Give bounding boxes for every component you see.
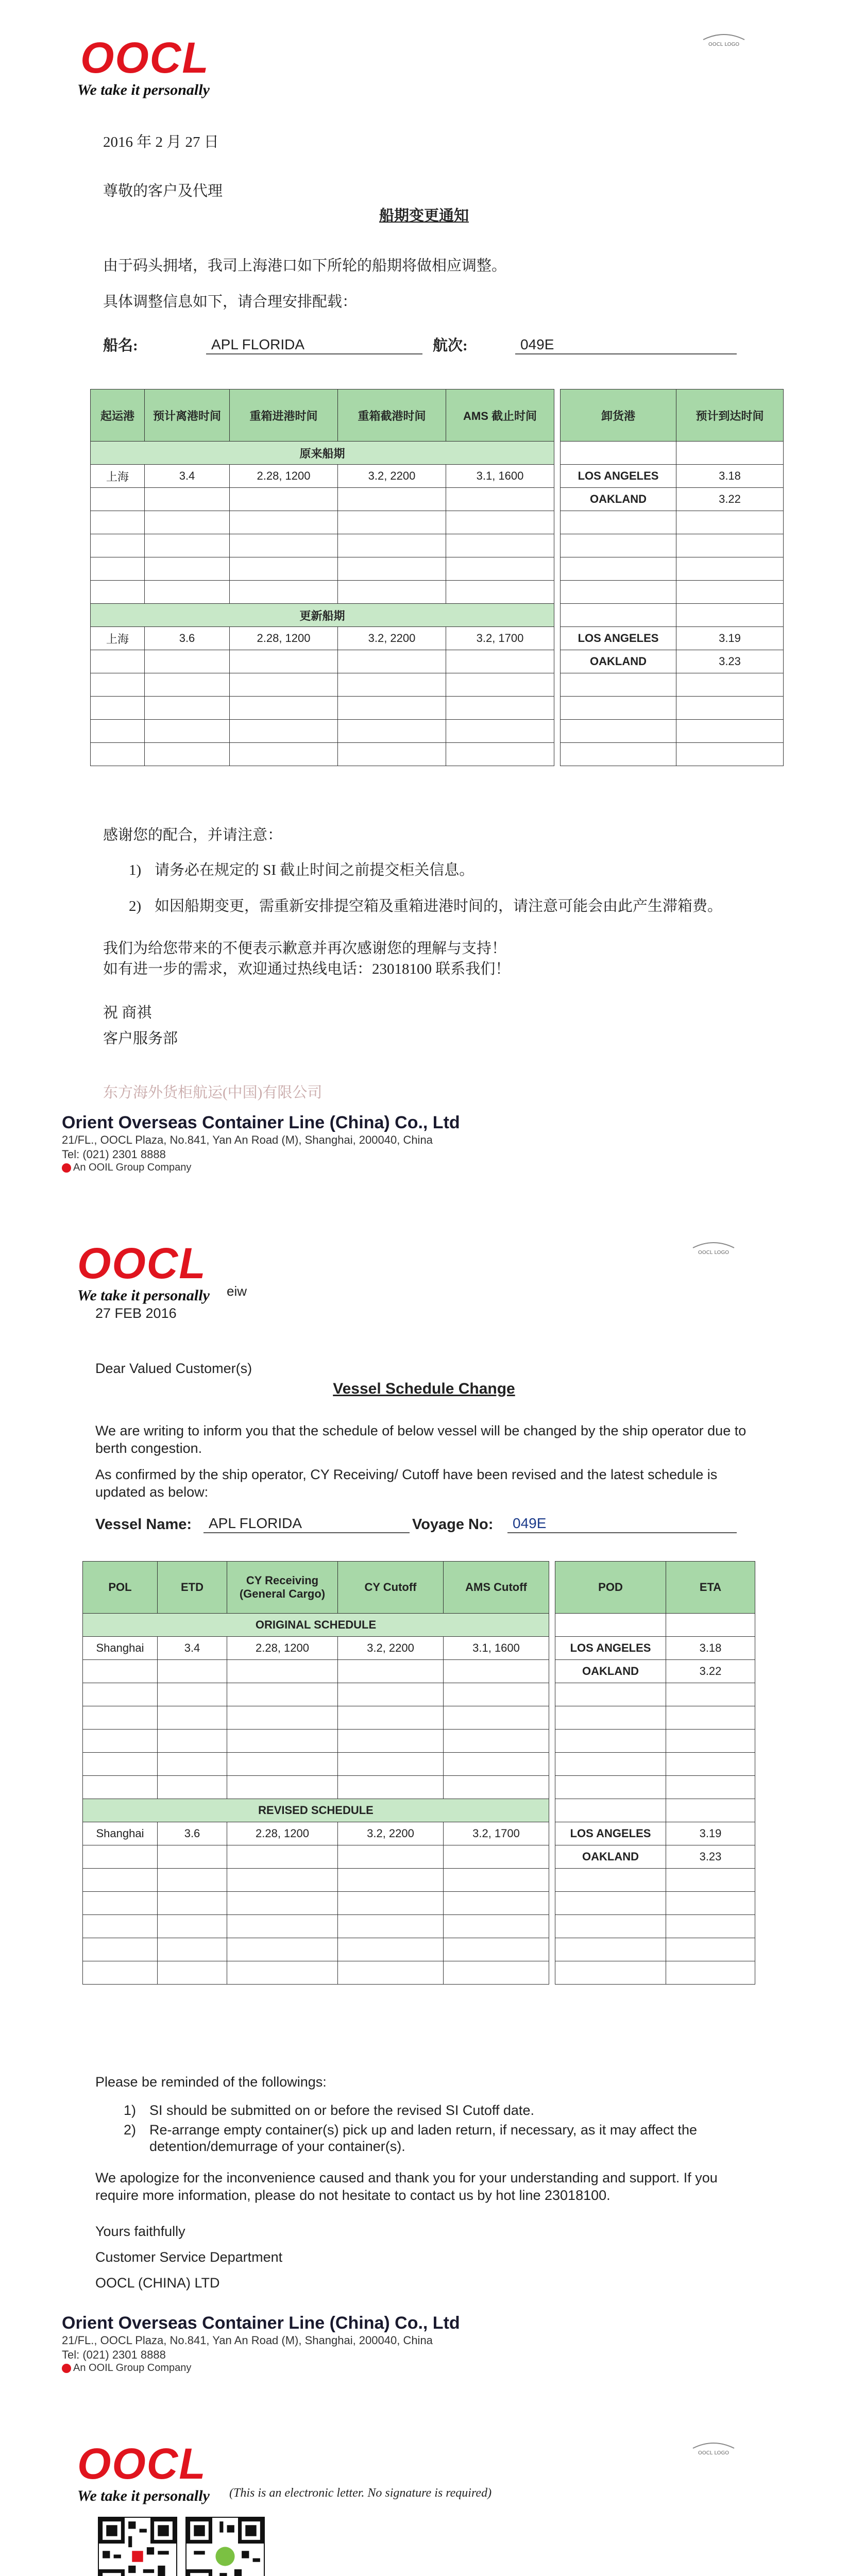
cell: 3.1, 1600 [444, 1637, 549, 1660]
cell: 上海 [91, 627, 145, 650]
cn-seal: 东方海外货柜航运(中国)有限公司 [103, 1084, 323, 1101]
cell: 3.4 [158, 1637, 227, 1660]
cell: OAKLAND [555, 1845, 666, 1869]
en-closing-2: Customer Service Department [95, 2249, 283, 2265]
cell: Shanghai [83, 1637, 158, 1660]
cn-item-1-num: 1) [129, 862, 142, 878]
cell: 2.28, 1200 [230, 465, 338, 488]
cell: 3.19 [676, 627, 784, 650]
en-revised-section: REVISED SCHEDULE [83, 1799, 549, 1822]
cell: 3.19 [666, 1822, 755, 1845]
cn-apology-2: 如有进一步的需求，欢迎通过热线电话：23018100 联系我们！ [103, 961, 511, 977]
wechat-qr-code-icon [185, 2517, 265, 2576]
cell: 上海 [91, 465, 145, 488]
logo-tagline: We take it personally [77, 2487, 210, 2504]
table-row [91, 627, 784, 650]
en-vessel-field: APL FLORIDA [203, 1515, 410, 1533]
cn-col-cy-receiving: 重箱进港时间 [230, 389, 338, 442]
en-item-2-num: 2) [124, 2122, 137, 2138]
cell: LOS ANGELES [561, 465, 676, 488]
en-item-1 [124, 2102, 752, 2119]
cn-col-eta: 预计到达时间 [676, 389, 784, 442]
stray-text: eiw [227, 1283, 247, 1299]
logo-tagline: We take it personally [77, 1287, 210, 1304]
cn-item-1 [129, 859, 474, 881]
cell: 3.6 [158, 1822, 227, 1845]
en-col-cy-receiving: CY Receiving (General Cargo) [227, 1562, 338, 1614]
en-closing-1: Yours faithfully [95, 2224, 185, 2239]
cell: OAKLAND [561, 650, 676, 673]
cell: OAKLAND [555, 1660, 666, 1683]
en-title: Vessel Schedule Change [333, 1380, 515, 1397]
cn-item-1-text: 请务必在规定的 SI 截止时间之前提交柜关信息。 [155, 862, 474, 878]
en-col-cy-cutoff: CY Cutoff [338, 1562, 444, 1614]
cell: 2.28, 1200 [227, 1822, 338, 1845]
en-paragraph-1: We are writing to inform you that the schedule of below vessel will be changed by the ship operator due to berth congestion. [95, 1423, 747, 1456]
cell: 3.2, 2200 [338, 465, 446, 488]
en-col-pol: POL [83, 1562, 158, 1614]
footer-address: 21/FL., OOCL Plaza, No.841, Yan An Road (M), Shanghai, 200040, China [62, 2334, 433, 2347]
en-vessel-label: Vessel Name: [95, 1516, 192, 1533]
en-col-etd: ETD [158, 1562, 227, 1614]
footer-address: 21/FL., OOCL Plaza, No.841, Yan An Road (M), Shanghai, 200040, China [62, 1133, 433, 1146]
cell: 3.2, 2200 [338, 1637, 444, 1660]
footer-group [62, 2362, 460, 2374]
cn-voyage-field: 049E [515, 336, 737, 354]
en-voyage-label: Voyage No: [412, 1516, 494, 1533]
cn-vessel-label: 船名: [103, 337, 138, 354]
footer-group-text: An OOIL Group Company [73, 1162, 192, 1173]
en-date: 27 FEB 2016 [95, 1306, 177, 1321]
page-qr [0, 2416, 848, 2576]
cn-title: 船期变更通知 [379, 208, 469, 224]
footer-group [62, 1162, 460, 1174]
en-item-2-text: Re-arrange empty container(s) pick up and laden return, if necessary, as it may affect the detention/demurrage of your container(s). [149, 2122, 698, 2154]
cn-col-ams-cutoff: AMS 截止时间 [446, 389, 554, 442]
en-reminder: Please be reminded of the followings: [95, 2074, 327, 2090]
mini-logo-icon [690, 1236, 737, 1257]
en-col-ams-cutoff: AMS Cutoff [444, 1562, 549, 1614]
cn-schedule-table [90, 389, 784, 766]
svg-text:OOCL LOGO: OOCL LOGO [698, 1250, 730, 1256]
cell: 3.2, 1700 [446, 627, 554, 650]
cell: 2.28, 1200 [230, 627, 338, 650]
en-voyage-field: 049E [507, 1515, 737, 1533]
table-row [83, 1637, 755, 1660]
en-col-pod: POD [555, 1562, 666, 1614]
mini-logo-icon [690, 2437, 737, 2458]
en-item-2 [124, 2122, 752, 2155]
weibo-qr-code-icon [98, 2517, 177, 2576]
footer-group-text: An OOIL Group Company [73, 2362, 192, 2374]
cn-vessel-field: APL FLORIDA [206, 336, 422, 354]
cell: 3.1, 1600 [446, 465, 554, 488]
cn-revised-section: 更新船期 [91, 604, 554, 627]
cell: 3.2, 2200 [338, 627, 446, 650]
en-closing-3: OOCL (CHINA) LTD [95, 2275, 220, 2291]
oocl-logo [77, 1239, 210, 1304]
oocl-logo [77, 33, 210, 99]
cell: 3.6 [145, 627, 230, 650]
en-paragraph-2: As confirmed by the ship operator, CY Receiving/ Cutoff have been revised and the latest schedule is updated as below: [95, 1467, 718, 1500]
en-original-section: ORIGINAL SCHEDULE [83, 1614, 549, 1637]
footer-company: Orient Overseas Container Line (China) Co., Ltd [62, 2313, 460, 2333]
cn-voyage-label: 航次: [433, 337, 468, 354]
cn-col-pod: 卸货港 [561, 389, 676, 442]
cn-item-2 [129, 895, 722, 917]
cn-closing-1: 祝 商祺 [103, 1005, 152, 1021]
electronic-note: (This is an electronic letter. No signature is required) [229, 2486, 492, 2500]
cell: 3.18 [676, 465, 784, 488]
cell: 3.23 [676, 650, 784, 673]
footer-2 [62, 2313, 460, 2374]
cell: 3.4 [145, 465, 230, 488]
en-col-eta: ETA [666, 1562, 755, 1614]
cell: 3.2, 2200 [338, 1822, 444, 1845]
cn-salutation: 尊敬的客户及代理 [103, 183, 223, 199]
cell: 3.18 [666, 1637, 755, 1660]
cell: 3.2, 1700 [444, 1822, 549, 1845]
table-row [83, 1822, 755, 1845]
en-salutation: Dear Valued Customer(s) [95, 1361, 252, 1376]
cn-paragraph-1: 由于码头拥堵，我司上海港口如下所轮的船期将做相应调整。 [103, 258, 507, 274]
cell: 3.22 [666, 1660, 755, 1683]
cell: LOS ANGELES [561, 627, 676, 650]
cn-paragraph-2: 具体调整信息如下，请合理安排配载： [103, 294, 358, 310]
cell: Shanghai [83, 1822, 158, 1845]
oocl-logo [77, 2439, 210, 2505]
svg-text:OOCL LOGO: OOCL LOGO [698, 2450, 730, 2456]
footer-tel: Tel: (021) 2301 8888 [62, 1148, 166, 1161]
en-item-1-text: SI should be submitted on or before the revised SI Cutoff date. [149, 2103, 534, 2118]
logo-wordmark: OOCL [80, 33, 210, 82]
cn-col-pol: 起运港 [91, 389, 145, 442]
cn-col-cy-cutoff: 重箱截港时间 [338, 389, 446, 442]
cell: 3.23 [666, 1845, 755, 1869]
page-english [0, 1226, 848, 2416]
cell: OAKLAND [561, 488, 676, 511]
cn-col-etd: 预计离港时间 [145, 389, 230, 442]
cell: LOS ANGELES [555, 1822, 666, 1845]
cn-closing-2: 客户服务部 [103, 1030, 178, 1047]
page-chinese [0, 0, 848, 1226]
en-apology: We apologize for the inconvenience caused and thank you for your understanding and support. If you require more information, please do not hesitate to contact us by hot line 23018100. [95, 2170, 718, 2203]
cell: 2.28, 1200 [227, 1637, 338, 1660]
en-schedule-table [82, 1561, 755, 1985]
mini-logo-icon [701, 28, 747, 49]
cn-item-2-num: 2) [129, 898, 142, 914]
cn-date: 2016 年 2 月 27 日 [103, 134, 219, 150]
cell: LOS ANGELES [555, 1637, 666, 1660]
logo-wordmark: OOCL [77, 2439, 207, 2488]
en-item-1-num: 1) [124, 2103, 137, 2118]
cn-apology-1: 我们为给您带来的不便表示歉意并再次感谢您的理解与支持！ [103, 940, 507, 957]
footer-company: Orient Overseas Container Line (China) Co., Ltd [62, 1113, 460, 1132]
cn-item-2-text: 如因船期变更，需重新安排提空箱及重箱进港时间的，请注意可能会由此产生滞箱费。 [155, 898, 723, 914]
cell: 3.22 [676, 488, 784, 511]
footer-tel: Tel: (021) 2301 8888 [62, 2348, 166, 2361]
ooil-icon [62, 2364, 71, 2373]
ooil-icon [62, 1163, 71, 1173]
footer-1 [62, 1113, 460, 1174]
cn-reminder: 感谢您的配合，并请注意： [103, 827, 283, 843]
logo-wordmark: OOCL [77, 1239, 207, 1287]
svg-text:OOCL LOGO: OOCL LOGO [708, 42, 740, 47]
cn-original-section: 原来船期 [91, 442, 554, 465]
logo-tagline: We take it personally [77, 81, 210, 98]
table-row [91, 465, 784, 488]
